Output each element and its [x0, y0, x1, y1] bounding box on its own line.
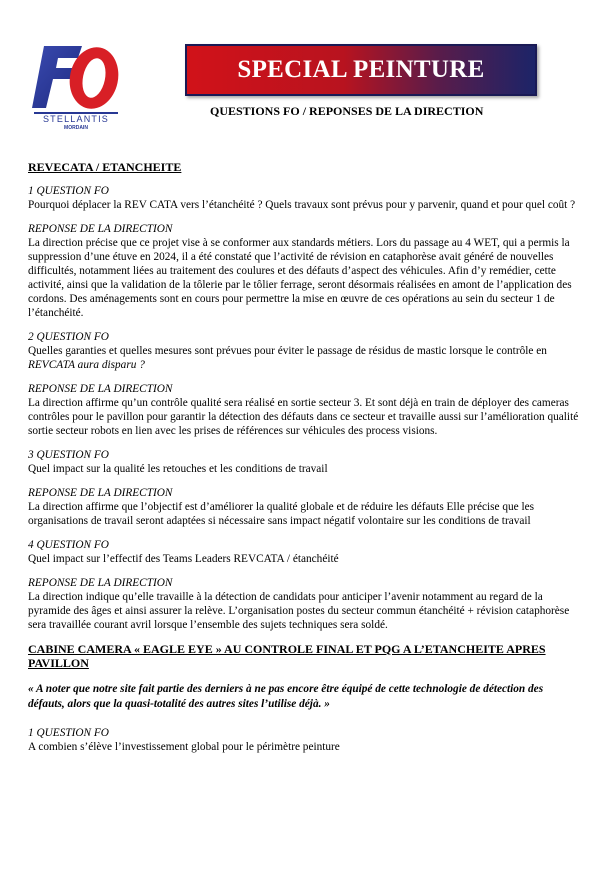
question-label: 3 QUESTION FO — [28, 449, 109, 461]
answer-text: La direction affirme qu’un contrôle qualité sera réalisé en sortie secteur 3. Et sont déjà en train de déployer des cameras contrôles pour le pavillon pour garantir la détection des défauts dans ce secteur et travaille aussi sur l’amélioration qualité sortie secteur robots en lien avec les prises de références sur véhicules des process visions. — [28, 397, 579, 437]
answer-text: La direction précise que ce projet vise à se conformer aux standards métiers. Lors du passage au 4 WET, qui a permis la suppression d’une étuve en 2024, il a été constaté que l’activité de révision en cataphorèse avait généré de nouvelles difficultés, notamment liées au traitement des coulures et des défauts d’aspect des véhicules. Afin d’y remédier, cette activité, ainsi que la validation de la tôlerie par le tôlier ferrage, seront désormais réalisées en amont de l’application des cordons. Des aménagements sont en cours pour permettre la mise en œuvre de ces opérations au sein du secteur 1 de l’étanchéité. — [28, 237, 572, 319]
answer-label: REPONSE DE LA DIRECTION — [28, 577, 173, 589]
question-label: 4 QUESTION FO — [28, 539, 109, 551]
question-text: Pourquoi déplacer la REV CATA vers l’étanchéité ? Quels travaux sont prévus pour y parvenir, quand et pour quel coût ? — [28, 199, 576, 211]
question-text: Quel impact sur la qualité les retouches et les conditions de travail — [28, 463, 328, 475]
fo-logo-icon — [30, 38, 122, 130]
highlight-quote: « A noter que notre site fait partie des derniers à ne pas encore être équipé de cette technologie de détection des défauts, alors que la quasi-totalité des autres sites l’utilise déjà. » — [28, 683, 544, 710]
answer-label: REPONSE DE LA DIRECTION — [28, 223, 173, 235]
title-banner — [185, 44, 537, 96]
answer-block-1 — [28, 222, 580, 320]
page-subtitle: QUESTIONS FO / REPONSES DE LA DIRECTION — [210, 104, 484, 118]
document-body — [28, 160, 580, 764]
logo-brand-text: STELLANTIS — [42, 114, 110, 124]
section-title-cabine-camera: CABINE CAMERA « EAGLE EYE » AU CONTROLE FINAL ET PQG A L’ETANCHEITE APRES PAVILLON — [28, 642, 546, 670]
fo-stellantis-logo — [30, 38, 122, 130]
question-label: 2 QUESTION FO — [28, 331, 109, 343]
question-block-2 — [28, 330, 580, 372]
question-text: Quelles garanties et quelles mesures sont prévues pour éviter le passage de résidus de mastic lorsque le contrôle en — [28, 345, 547, 357]
answer-text: La direction indique qu’elle travaille à la détection de candidats pour anticiper l’avenir notamment au regard de la pyramide des âges et ainsi assurer la relève. L’organisation postes du secteur commun étanchéité + révision cataphorèse sera travaillée courant avril lorsque l’ensemble des sujets techniques sera soldé. — [28, 591, 570, 631]
answer-block-4 — [28, 576, 580, 632]
answer-label: REPONSE DE LA DIRECTION — [28, 487, 173, 499]
answer-text: La direction affirme que l’objectif est d’améliorer la qualité globale et de réduire les défauts Elle précise que les organisations de travail seront adaptées si nécessaire sans impact négatif volontaire sur les conditions de travail — [28, 501, 535, 527]
banner-title: SPECIAL PEINTURE — [237, 56, 485, 83]
question-block-cabine-1 — [28, 726, 580, 754]
question-block-4 — [28, 538, 580, 566]
question-label: 1 QUESTION FO — [28, 727, 109, 739]
answer-label: REPONSE DE LA DIRECTION — [28, 383, 173, 395]
logo-site-text: MORDAIN — [64, 125, 88, 130]
question-text: Quel impact sur l’effectif des Teams Leaders REVCATA / étanchéité — [28, 553, 339, 565]
question-block-1 — [28, 184, 580, 212]
question-block-3 — [28, 448, 580, 476]
answer-block-3 — [28, 486, 580, 528]
question-text-italic: REVCATA aura disparu ? — [28, 359, 145, 371]
section-title-revecata: REVECATA / ETANCHEITE — [28, 160, 182, 174]
question-text: A combien s’élève l’investissement global pour le périmètre peinture — [28, 741, 340, 753]
question-label: 1 QUESTION FO — [28, 185, 109, 197]
answer-block-2 — [28, 382, 580, 438]
